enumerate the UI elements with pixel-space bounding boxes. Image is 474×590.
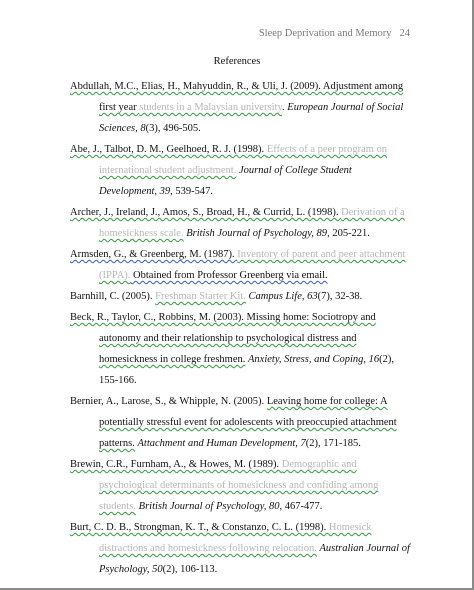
reference-text: Homesick distractions and homesickness following relocation. xyxy=(99,522,372,554)
reference-text: Obtained from Professor Greenberg via email. xyxy=(130,270,328,281)
reference-text: Effects of a peer program on international student adjustment. xyxy=(99,144,388,176)
reference-entry xyxy=(70,202,412,244)
reference-text: Derivation of a homesickness scale. xyxy=(99,207,405,239)
reference-list xyxy=(70,76,412,580)
reference-text: , 205-221. xyxy=(327,228,370,239)
reference-text: (2), 155-166. xyxy=(99,354,395,386)
reference-text: students in a Malaysian university xyxy=(139,102,283,113)
reference-entry xyxy=(70,244,412,286)
reference-text: Anxiety, Stress, and Coping, 16 xyxy=(248,354,380,365)
reference-text: , 539-547. xyxy=(170,186,214,197)
reference-text: (3), 496-505. xyxy=(145,123,201,134)
references-heading: References xyxy=(213,56,261,67)
reference-text: Brewin, C.R., Furnham, A., & Howes, M. (1989). xyxy=(70,459,282,470)
reference-text: British Journal of Psychology, 89 xyxy=(186,228,328,239)
reference-entry xyxy=(70,454,412,517)
reference-text: Abdullah, M.C., Elias, H., Mahyuddin, R., & Uli, J. (2009). Adjustment among first year xyxy=(70,81,404,113)
reference-text: Archer, J., Ireland, J., Amos, S., Broad, H., & Currid, L. (1998). xyxy=(70,207,342,218)
reference-text: Abe, J., Talbot, D. M., Geelhoed, R. J. (1998). xyxy=(70,144,267,155)
reference-entry xyxy=(70,517,412,580)
reference-text: (2), 171-185. xyxy=(305,438,361,449)
reference-text: Australian Journal of Psychology, 50 xyxy=(99,543,410,575)
reference-text: British Journal of Psychology, 80 xyxy=(138,501,280,512)
reference-text: . xyxy=(282,102,288,113)
reference-text: (7), 32-38. xyxy=(317,291,363,302)
reference-entry xyxy=(70,286,412,307)
reference-text: Freshman Starter Kit. xyxy=(155,291,246,302)
reference-entry xyxy=(70,139,412,202)
reference-text: Inventory of parent and peer attachment (IPPA). xyxy=(99,249,406,281)
reference-text: Campus Life, 63 xyxy=(248,291,318,302)
reference-entry xyxy=(70,76,412,139)
page-number: 24 xyxy=(399,28,410,39)
reference-text: Leaving home for college: A potentially stressful event for adolescents with preoccupied attachment patterns. xyxy=(99,396,397,449)
reference-text: Barnhill, C. (2005). xyxy=(70,291,156,302)
running-head-title: Sleep Deprivation and Memory xyxy=(258,28,392,39)
reference-entry xyxy=(70,391,412,454)
reference-text: Burt, C. D. B., Strongman, K. T., & Constanzo, C. L. (1998). xyxy=(70,522,329,533)
reference-text: (2), 106-113. xyxy=(162,564,218,575)
running-head xyxy=(259,28,410,39)
reference-text: Bernier, A., Larose, S., & Whipple, N. (2005). xyxy=(70,396,267,407)
reference-text: Journal of College Student Development, 39 xyxy=(99,165,352,197)
reference-text: Beck, R., Taylor, C., Robbins, M. (2003). Missing home: Sociotropy and autonomy and their relationship to psychological distress and homesickness in college freshmen. xyxy=(70,312,376,365)
reference-text: Attachment and Human Development, 7 xyxy=(137,438,306,449)
reference-entry xyxy=(70,307,412,391)
reference-text: , 467-477. xyxy=(279,501,323,512)
reference-text: European Journal of Social Sciences, 8 xyxy=(99,102,404,134)
reference-text: Demographic and psychological determinants of homesickness and confiding among students. xyxy=(99,459,379,512)
reference-text: Armsden, G., & Greenberg, M. (1987). xyxy=(70,249,238,260)
